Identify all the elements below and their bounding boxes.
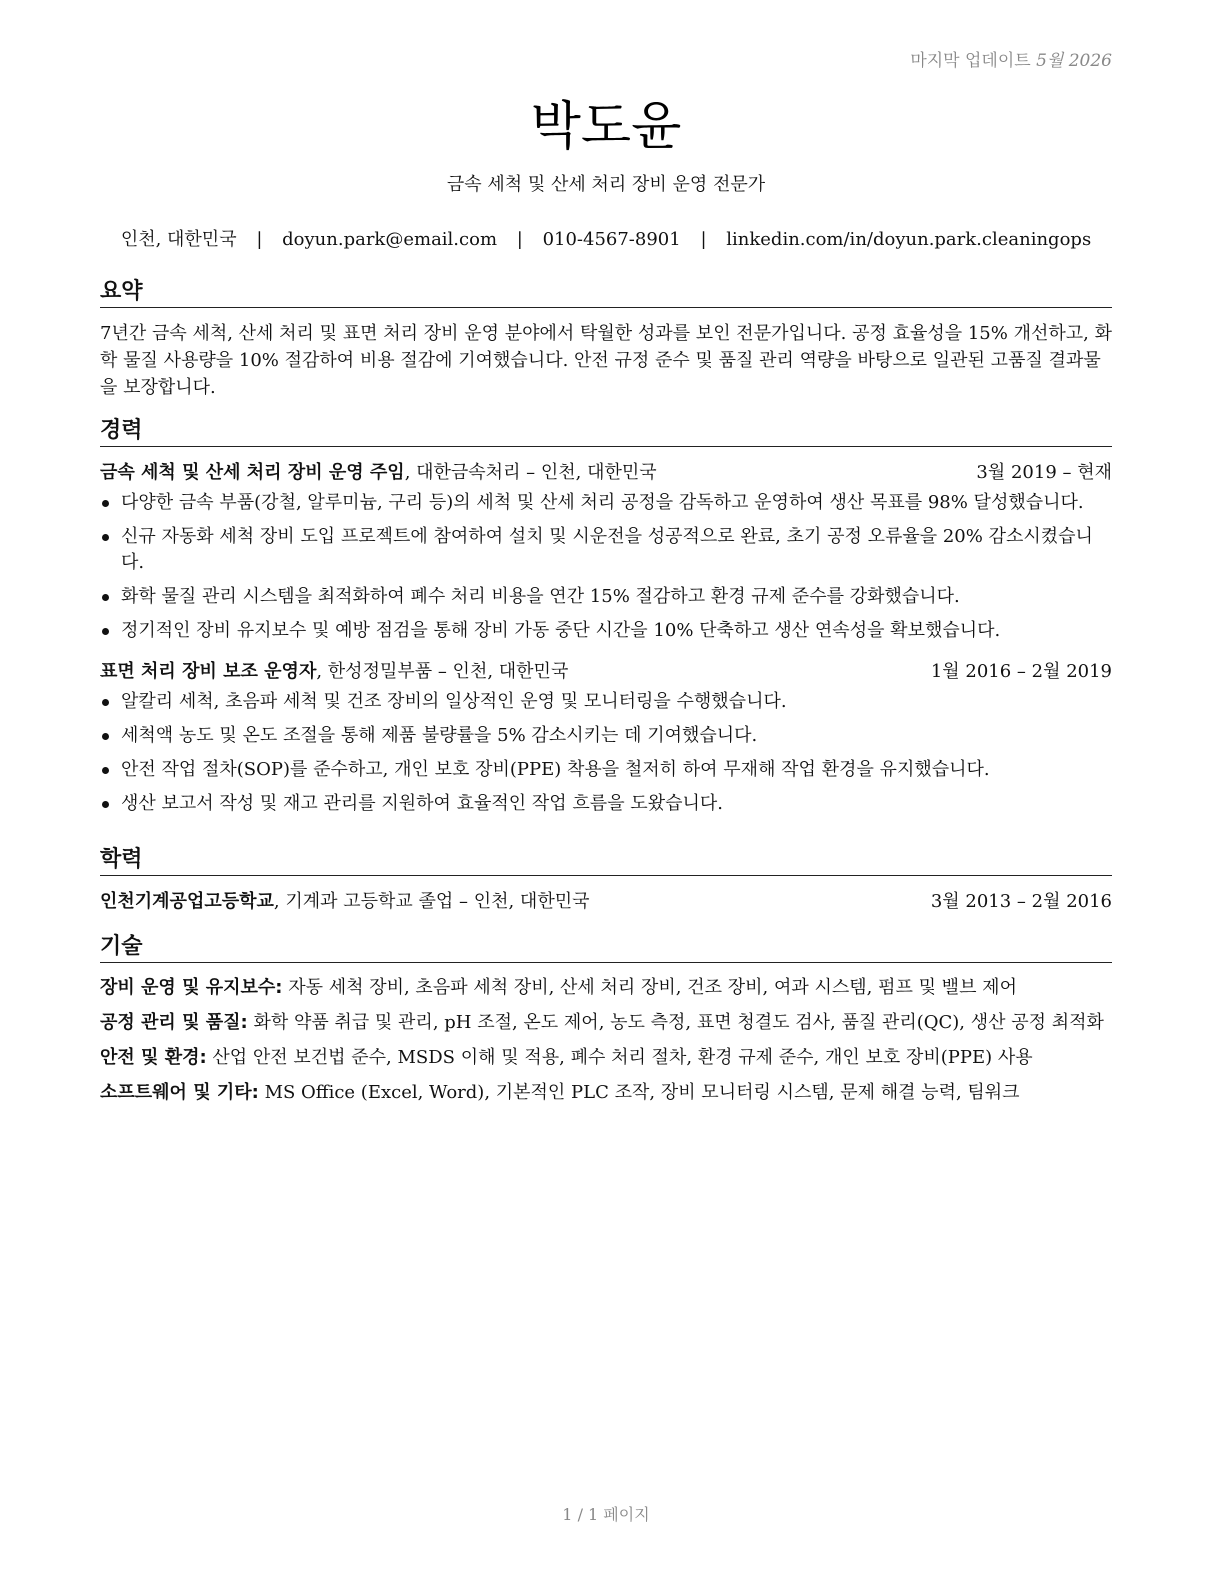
skill-line — [100, 1080, 1112, 1106]
candidate-title: 금속 세척 및 산세 처리 장비 운영 전문가 — [446, 174, 766, 195]
last-updated-label: 마지막 업데이트 — [910, 51, 1031, 71]
job-bullet: 화학 물질 관리 시스템을 최적화하여 폐수 처리 비용을 연간 15% 절감하고 환경 규제 준수를 강화했습니다. — [100, 584, 1112, 610]
job-org: , 대한금속처리 – 인천, 대한민국 — [404, 462, 657, 483]
skill-text: 화학 약품 취급 및 관리, pH 조절, 온도 제어, 농도 측정, 표면 청결도 검사, 품질 관리(QC), 생산 공정 최적화 — [247, 1012, 1104, 1033]
job-bullet: 정기적인 장비 유지보수 및 예방 점검을 통해 장비 가동 중단 시간을 10% 단축하고 생산 연속성을 확보했습니다. — [100, 618, 1112, 644]
skill-label: 장비 운영 및 유지보수: — [100, 977, 283, 998]
job-role: 금속 세척 및 산세 처리 장비 운영 주임 — [100, 462, 405, 483]
job-header — [100, 658, 1112, 685]
page-indicator: 1 / 1 페이지 — [562, 1505, 650, 1524]
job-bullet: 안전 작업 절차(SOP)를 준수하고, 개인 보호 장비(PPE) 착용을 철저히 하여 무재해 작업 환경을 유지했습니다. — [100, 757, 1112, 783]
skill-line — [100, 1010, 1112, 1036]
skill-line — [100, 975, 1112, 1001]
contact-line — [100, 225, 1112, 251]
experience-section — [100, 417, 1112, 831]
job-role: 표면 처리 장비 보조 운영자 — [100, 661, 317, 682]
job-entry — [100, 459, 1112, 644]
job-dates: 1월 2016 – 2월 2019 — [930, 661, 1112, 682]
skill-line — [100, 1045, 1112, 1071]
job-bullets — [100, 689, 1112, 817]
education-dates: 3월 2013 – 2월 2016 — [930, 891, 1112, 912]
job-bullet: 다양한 금속 부품(강철, 알루미늄, 구리 등)의 세척 및 산세 처리 공정을 감독하고 운영하여 생산 목표를 98% 달성했습니다. — [100, 490, 1112, 516]
education-detail: , 기계과 고등학교 졸업 – 인천, 대한민국 — [273, 891, 590, 912]
job-org: , 한성정밀부품 – 인천, 대한민국 — [316, 661, 569, 682]
skill-text: 산업 안전 보건법 준수, MSDS 이해 및 적용, 폐수 처리 절차, 환경 규제 준수, 개인 보호 장비(PPE) 사용 — [206, 1047, 1033, 1068]
skills-section — [100, 933, 1112, 1115]
summary-section — [100, 278, 1112, 401]
education-school: 인천기계공업고등학교 — [100, 891, 274, 912]
education-heading: 학력 — [100, 846, 1112, 876]
resume-page — [100, 0, 1112, 1584]
skill-text: MS Office (Excel, Word), 기본적인 PLC 조작, 장비 모니터링 시스템, 문제 해결 능력, 팀워크 — [258, 1082, 1020, 1103]
skill-label: 소프트웨어 및 기타: — [100, 1082, 259, 1103]
job-bullet: 신규 자동화 세척 장비 도입 프로젝트에 참여하여 설치 및 시운전을 성공적으로 완료, 초기 공정 오류율을 20% 감소시켰습니다. — [100, 524, 1112, 576]
skills-heading: 기술 — [100, 933, 1112, 963]
job-bullet: 알칼리 세척, 초음파 세척 및 건조 장비의 일상적인 운영 및 모니터링을 수행했습니다. — [100, 689, 1112, 715]
last-updated — [910, 46, 1112, 71]
job-header — [100, 459, 1112, 486]
skill-label: 안전 및 환경: — [100, 1047, 207, 1068]
summary-heading: 요약 — [100, 278, 1112, 308]
contact-email[interactable]: doyun.park@email.com — [282, 229, 498, 250]
skill-label: 공정 관리 및 품질: — [100, 1012, 248, 1033]
contact-separator: | — [516, 229, 523, 250]
contact-linkedin[interactable]: linkedin.com/in/doyun.park.cleaningops — [726, 229, 1092, 250]
skill-text: 자동 세척 장비, 초음파 세척 장비, 산세 처리 장비, 건조 장비, 여과 시스템, 펌프 및 밸브 제어 — [282, 977, 1017, 998]
experience-heading: 경력 — [100, 417, 1112, 447]
education-entry — [100, 888, 1112, 915]
job-entry — [100, 658, 1112, 817]
contact-phone[interactable]: 010-4567-8901 — [542, 229, 681, 250]
last-updated-date: 5월 2026 — [1036, 51, 1112, 71]
job-bullets — [100, 490, 1112, 644]
job-dates: 3월 2019 – 현재 — [976, 462, 1112, 483]
candidate-name: 박도윤 — [530, 97, 682, 157]
summary-text: 7년간 금속 세척, 산세 처리 및 표면 처리 장비 운영 분야에서 탁월한 성과를 보인 전문가입니다. 공정 효율성을 15% 개선하고, 화학 물질 사용량을 10% 절감하여 비용 절감에 기여했습니다. 안전 규정 준수 및 품질 관리 역량을 바탕으로 일관된 고품질 결과물을 보장합니다. — [100, 323, 1112, 398]
contact-separator: | — [256, 229, 263, 250]
contact-separator: | — [700, 229, 707, 250]
contact-location: 인천, 대한민국 — [120, 229, 237, 250]
job-bullet: 생산 보고서 작성 및 재고 관리를 지원하여 효율적인 작업 흐름을 도왔습니다. — [100, 791, 1112, 817]
education-section — [100, 846, 1112, 915]
job-bullet: 세척액 농도 및 온도 조절을 통해 제품 불량률을 5% 감소시키는 데 기여했습니다. — [100, 723, 1112, 749]
